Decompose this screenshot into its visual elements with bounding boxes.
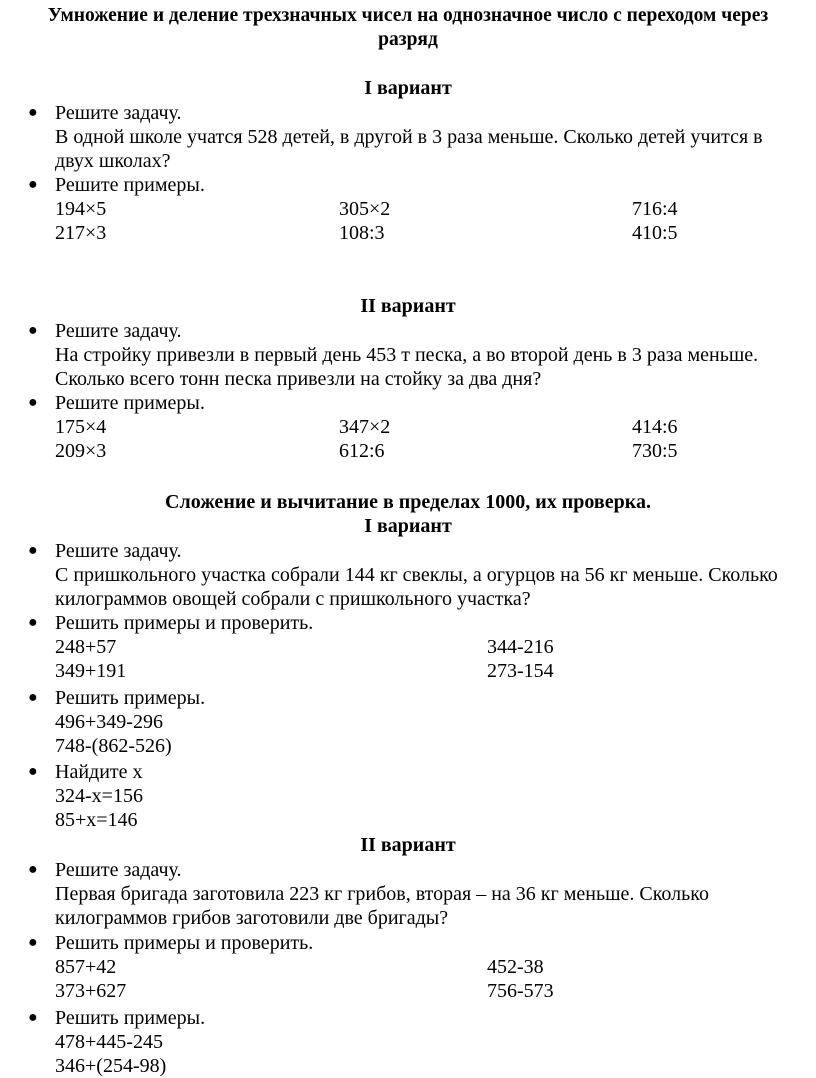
- task-text-line2: Сколько всего тонн песка привезли на стойку за два дня?: [55, 368, 542, 390]
- example: 748-(862-526): [55, 735, 172, 757]
- bullet-icon: ●: [28, 934, 38, 951]
- example: 346+(254-98): [55, 1055, 167, 1077]
- example: 305×2: [339, 198, 391, 220]
- find-label: Найдите х: [55, 761, 143, 783]
- section-title: Сложение и вычитание в пределах 1000, их проверка.: [165, 491, 651, 513]
- example: 452-38: [487, 956, 544, 978]
- example: 108:3: [339, 222, 385, 244]
- bullet-icon: ●: [28, 394, 38, 411]
- bullet-icon: ●: [28, 763, 38, 780]
- variant-heading: I вариант: [364, 77, 452, 99]
- example: 217×3: [55, 222, 107, 244]
- example: 496+349-296: [55, 711, 163, 733]
- example: 248+57: [55, 636, 117, 658]
- examples-label: Решите примеры.: [55, 174, 205, 196]
- bullet-icon: ●: [28, 176, 38, 193]
- example: 175×4: [55, 416, 107, 438]
- examples-label: Решите примеры.: [55, 392, 205, 414]
- equation: 324-х=156: [55, 785, 143, 807]
- task-text-line1: На стройку привезли в первый день 453 т песка, а во второй день в 3 раза меньше.: [55, 344, 759, 366]
- bullet-icon: ●: [28, 542, 38, 559]
- bullet-icon: ●: [28, 861, 38, 878]
- bullet-icon: ●: [28, 1009, 38, 1026]
- task-text-line2: двух школах?: [55, 150, 171, 172]
- example: 612:6: [339, 440, 385, 462]
- task-label: Решите задачу.: [55, 540, 182, 562]
- example: 756-573: [487, 980, 554, 1002]
- main-title-line2: разряд: [378, 29, 438, 50]
- variant-heading: II вариант: [360, 295, 456, 317]
- task-text-line2: килограммов грибов заготовили две бригады?: [55, 907, 449, 929]
- variant-heading: I вариант: [364, 515, 452, 537]
- bullet-icon: ●: [28, 104, 38, 121]
- task-text-line1: Первая бригада заготовила 223 кг грибов, вторая – на 36 кг меньше. Сколько: [55, 883, 709, 905]
- example: 730:5: [632, 440, 678, 462]
- example: 194×5: [55, 198, 107, 220]
- check-label: Решить примеры и проверить.: [55, 932, 314, 954]
- task-label: Решите задачу.: [55, 320, 182, 342]
- examples-label: Решить примеры.: [55, 1007, 206, 1029]
- task-text-line1: В одной школе учатся 528 детей, в другой в 3 раза меньше. Сколько детей учится в: [55, 126, 763, 148]
- task-text-line2: килограммов овощей собрали с пришкольного участка?: [55, 588, 531, 610]
- equation: 85+х=146: [55, 809, 138, 831]
- bullet-icon: ●: [28, 689, 38, 706]
- example: 410:5: [632, 222, 678, 244]
- task-label: Решите задачу.: [55, 859, 182, 881]
- example: 478+445-245: [55, 1031, 163, 1053]
- task-label: Решите задачу.: [55, 102, 182, 124]
- examples-label: Решить примеры.: [55, 687, 206, 709]
- example: 716:4: [632, 198, 678, 220]
- bullet-icon: ●: [28, 614, 38, 631]
- example: 273-154: [487, 660, 554, 682]
- example: 349+191: [55, 660, 127, 682]
- variant-heading: II вариант: [360, 834, 456, 856]
- task-text-line1: С пришкольного участка собрали 144 кг свеклы, а огурцов на 56 кг меньше. Сколько: [55, 564, 778, 586]
- main-title-line1: Умножение и деление трехзначных чисел на однозначное число с переходом через: [47, 5, 769, 26]
- example: 414:6: [632, 416, 678, 438]
- example: 857+42: [55, 956, 117, 978]
- example: 344-216: [487, 636, 554, 658]
- check-label: Решить примеры и проверить.: [55, 612, 314, 634]
- example: 209×3: [55, 440, 107, 462]
- example: 373+627: [55, 980, 127, 1002]
- bullet-icon: ●: [28, 322, 38, 339]
- example: 347×2: [339, 416, 391, 438]
